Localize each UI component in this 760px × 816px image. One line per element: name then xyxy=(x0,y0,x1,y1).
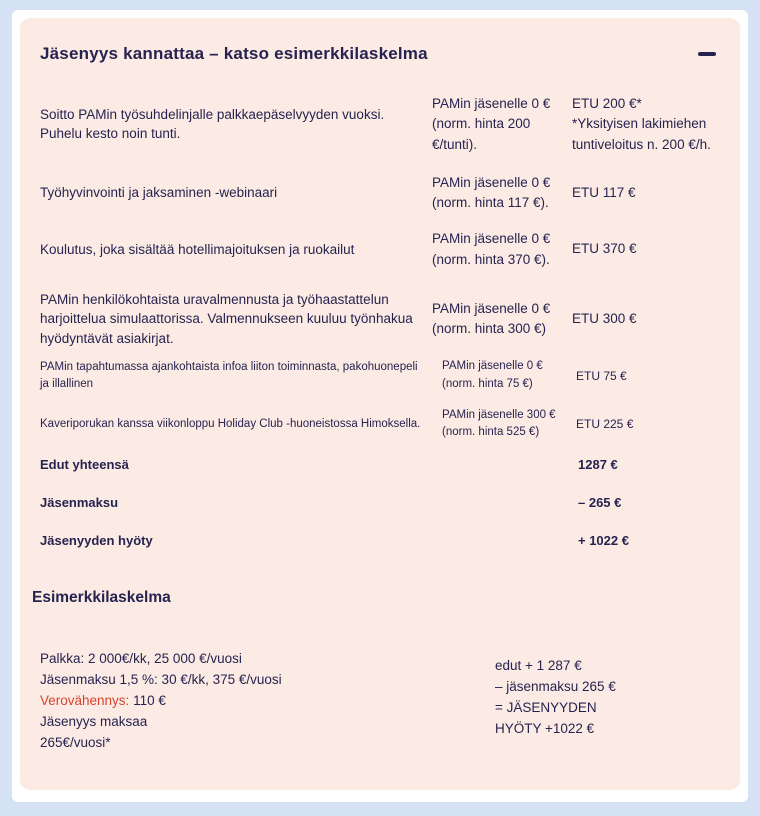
example-salary-line: Palkka: 2 000€/kk, 25 000 €/vuosi xyxy=(40,651,242,667)
benefit-member-price: PAMin jäsenelle 0 € (norm. hinta 75 €) xyxy=(442,360,543,390)
summary-label: Jäsenmaksu xyxy=(40,495,119,511)
membership-benefits-accordion xyxy=(20,18,740,790)
benefit-value: ETU 225 € xyxy=(576,417,634,432)
benefit-row xyxy=(20,407,740,442)
summary-section xyxy=(20,457,740,548)
summary-value: + 1022 € xyxy=(578,533,629,549)
benefit-value: ETU 75 € xyxy=(576,368,627,383)
benefit-value-note: *Yksityisen lakimiehen tuntiveloitus n. 200 €/h. xyxy=(572,116,711,152)
benefit-description: PAMin henkilökohtaista uravalmennusta ja työhaastattelun harjoittelua simulaattorissa. Valmennukseen kuuluu työnhakua hyödyntävät asiakirjat. xyxy=(40,291,413,346)
benefit-value: ETU 370 € xyxy=(572,241,637,257)
result-fee-line: – jäsenmaksu 265 € xyxy=(495,679,616,695)
benefit-value xyxy=(570,94,740,155)
summary-row-net-benefit xyxy=(20,533,740,548)
benefit-value: ETU 300 € xyxy=(572,310,637,326)
content-card xyxy=(12,10,748,802)
benefit-description: PAMin tapahtumassa ajankohtaista infoa liiton toiminnasta, pakohuonepeli ja illallinen xyxy=(40,361,418,390)
minus-icon xyxy=(698,52,716,56)
summary-row-membership-fee xyxy=(20,495,740,510)
collapse-button[interactable] xyxy=(696,46,718,62)
benefit-row xyxy=(20,358,740,393)
summary-value: – 265 € xyxy=(578,495,622,511)
benefit-member-price: PAMin jäsenelle 0 € (norm. hinta 370 €). xyxy=(432,231,551,267)
example-calculation-body xyxy=(20,648,740,753)
accordion-header xyxy=(20,18,740,64)
result-benefits-line: edut + 1 287 € xyxy=(495,658,582,674)
example-cost-line: Jäsenyys maksaa xyxy=(40,714,148,730)
result-total-line: HYÖTY +1022 € xyxy=(495,721,595,737)
summary-label: Edut yhteensä xyxy=(40,457,129,473)
summary-value: 1287 € xyxy=(578,457,618,473)
summary-label: Jäsenyyden hyöty xyxy=(40,533,153,549)
benefit-value: ETU 117 € xyxy=(572,184,636,200)
benefit-row xyxy=(20,290,740,349)
benefit-table xyxy=(20,94,740,441)
benefit-description: Koulutus, joka sisältää hotellimajoituksen ja ruokailut xyxy=(40,241,355,257)
benefit-description: Soitto PAMin työsuhdelinjalle palkkaepäselvyyden vuoksi. Puhelu kesto noin tunti. xyxy=(40,106,385,142)
tax-deduction-value: 110 € xyxy=(129,693,166,709)
benefit-member-price: PAMin jäsenelle 300 € (norm. hinta 525 €) xyxy=(442,408,556,439)
benefit-value-amount: ETU 200 €* xyxy=(572,96,642,111)
result-equals-line: = JÄSENYYDEN xyxy=(495,700,597,716)
example-fee-line: Jäsenmaksu 1,5 %: 30 €/kk, 375 €/vuosi xyxy=(40,672,282,688)
summary-row-total-benefits xyxy=(20,457,740,472)
benefit-member-price: PAMin jäsenelle 0 € (norm. hinta 117 €). xyxy=(432,174,551,210)
benefit-member-price: PAMin jäsenelle 0 € (norm. hinta 300 €) xyxy=(432,300,551,337)
example-result xyxy=(495,655,616,753)
example-calculation-heading: Esimerkkilaskelma xyxy=(32,589,171,607)
example-assumptions xyxy=(40,648,495,753)
benefit-description: Työhyvinvointi ja jaksaminen -webinaari xyxy=(40,185,278,201)
example-tax-line xyxy=(40,690,495,711)
accordion-title: Jäsenyys kannattaa – katso esimerkkilaskelma xyxy=(40,44,428,63)
benefit-row xyxy=(20,94,740,155)
benefit-member-price: PAMin jäsenelle 0 € (norm. hinta 200 €/tunti). xyxy=(432,96,551,152)
benefit-row xyxy=(20,229,740,270)
tax-deduction-label: Verovähennys: xyxy=(40,693,130,709)
benefit-row xyxy=(20,173,740,214)
example-cost-value-line: 265€/vuosi* xyxy=(40,735,111,751)
benefit-description: Kaveriporukan kanssa viikonloppu Holiday Club -huoneistossa Himoksella. xyxy=(40,417,421,430)
